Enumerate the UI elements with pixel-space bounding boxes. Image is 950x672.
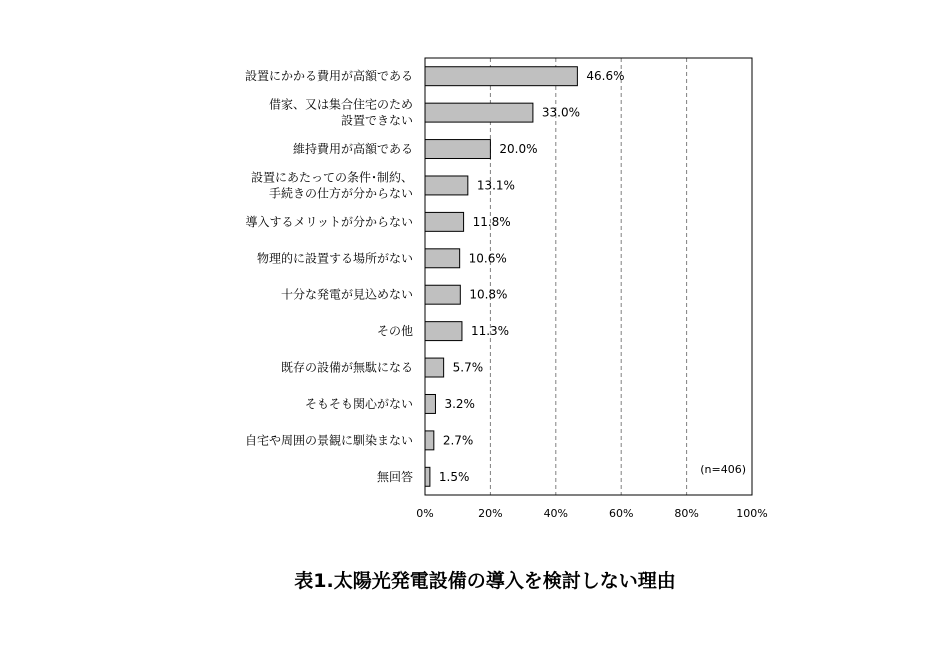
data-label: 46.6%	[586, 69, 625, 84]
category-label: その他	[376, 324, 413, 339]
bar	[425, 140, 490, 159]
category-label: 設置にかかる費用が高額である	[244, 69, 413, 84]
data-label: 20.0%	[499, 142, 538, 157]
data-label: 13.1%	[476, 178, 515, 193]
sample-size-annotation: (n=406)	[700, 463, 746, 476]
category-label: そもそも関心がない	[304, 396, 413, 411]
category-label: 設置できない	[340, 113, 413, 128]
category-label: 導入するメリットが分からない	[245, 214, 413, 229]
category-label: 自宅や周囲の景観に馴染まない	[244, 433, 413, 448]
bar	[425, 67, 577, 86]
x-tick-label: 40%	[543, 507, 569, 520]
category-label: 既存の設備が無駄になる	[280, 360, 413, 375]
data-label: 3.2%	[444, 396, 475, 411]
bar	[425, 249, 460, 268]
chart-caption: 表1.太陽光発電設備の導入を検討しない理由	[294, 570, 676, 592]
bar	[425, 212, 464, 231]
data-label: 11.3%	[470, 324, 510, 339]
data-label: 33.0%	[541, 105, 581, 120]
data-label: 1.5%	[438, 469, 470, 484]
bar	[425, 394, 435, 413]
bar	[425, 285, 460, 304]
x-tick-label: 100%	[736, 507, 768, 520]
bar	[425, 431, 434, 450]
category-label: 十分な発電が見込めない	[280, 287, 413, 302]
bar	[425, 322, 462, 341]
category-label: 手続きの仕方が分からない	[268, 186, 413, 201]
category-label: 無回答	[376, 469, 413, 484]
x-tick-label: 0%	[416, 507, 434, 520]
x-tick-label: 60%	[608, 507, 634, 520]
bar	[425, 176, 468, 195]
bar	[425, 103, 533, 122]
data-label: 10.6%	[468, 251, 507, 266]
data-label: 11.8%	[472, 214, 511, 229]
plot-frame	[425, 58, 752, 495]
data-label: 2.7%	[442, 433, 474, 448]
category-label: 維持費用が高額である	[292, 142, 413, 157]
data-label: 10.8%	[469, 287, 508, 302]
category-label: 物理的に設置する場所がない	[256, 251, 413, 266]
x-tick-label: 80%	[674, 507, 699, 520]
data-label: 5.7%	[452, 360, 484, 375]
bar	[425, 467, 430, 486]
x-tick-label: 20%	[478, 507, 503, 520]
category-label: 設置にあたっての条件･制約、	[250, 170, 413, 185]
bar	[425, 358, 444, 377]
category-label: 借家、又は集合住宅のため	[268, 97, 413, 112]
